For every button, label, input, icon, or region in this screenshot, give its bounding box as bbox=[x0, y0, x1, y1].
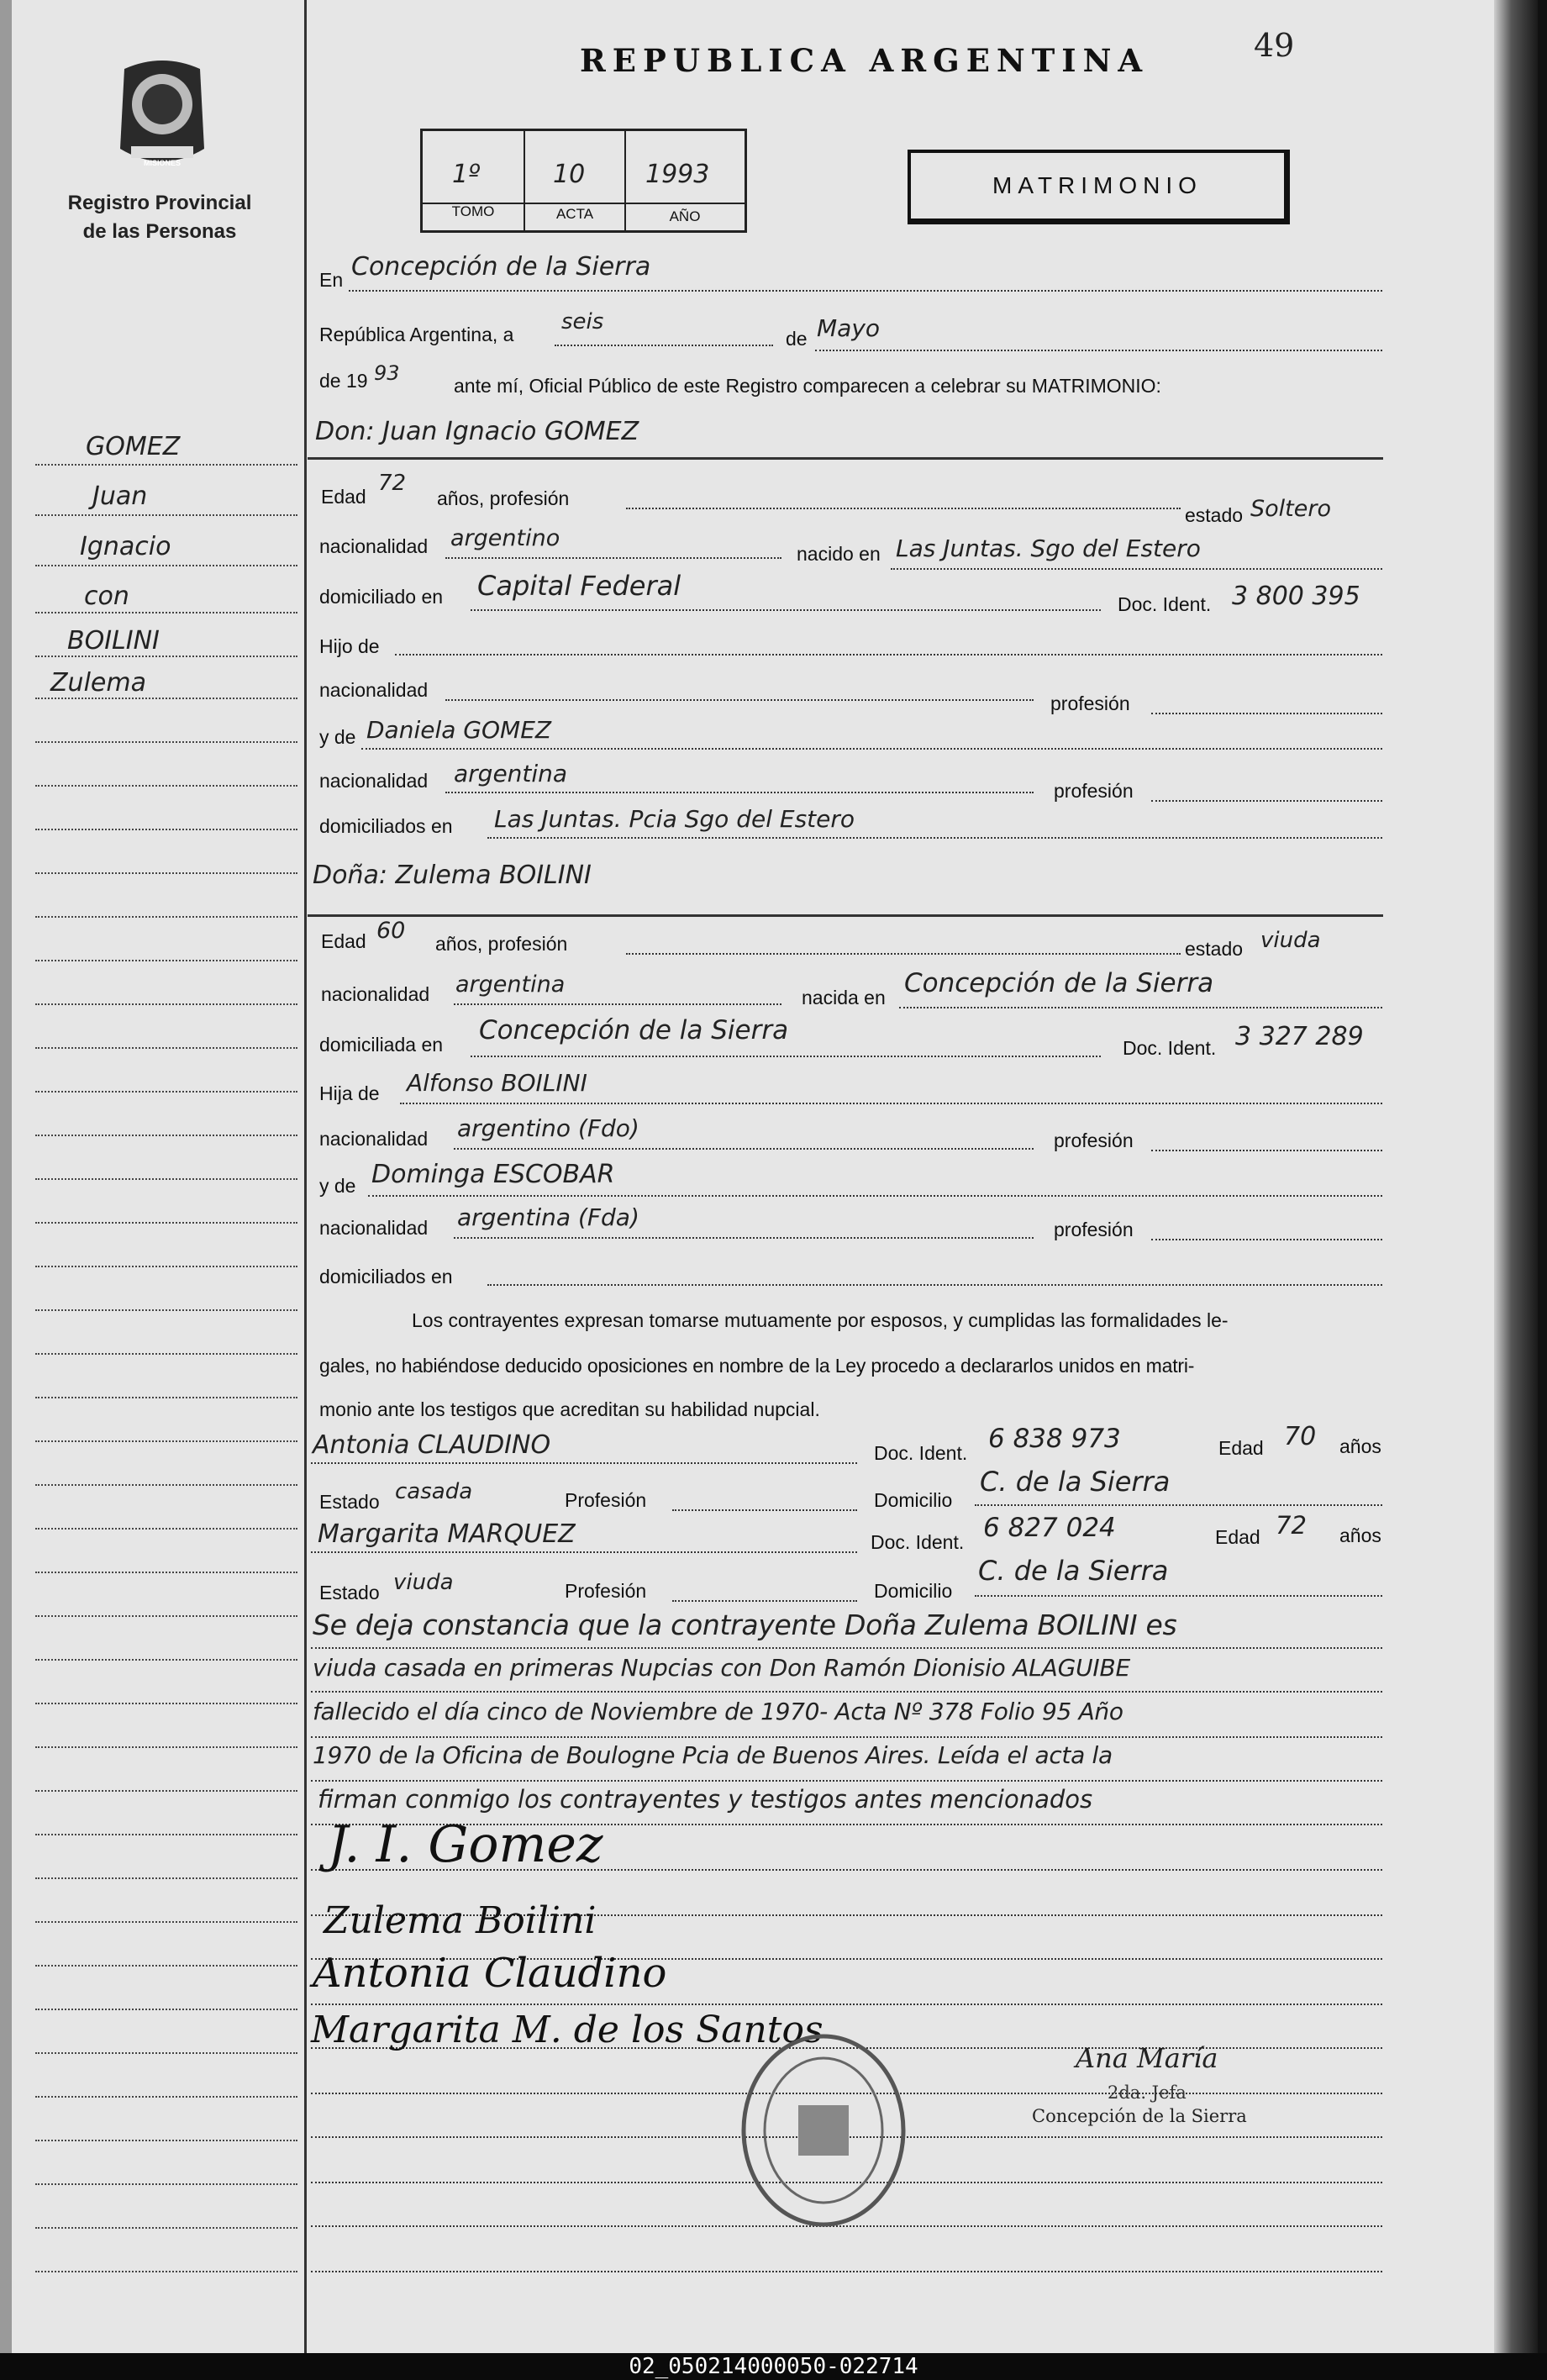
official-registry-stamp-icon bbox=[739, 2030, 908, 2231]
signature-bride: Zulema Boilini bbox=[324, 1899, 597, 1942]
bride-doc-label: Doc. Ident. bbox=[1123, 1037, 1217, 1059]
note-line-5: firman conmigo los contrayentes y testigos antes mencionados bbox=[318, 1785, 1093, 1814]
republic-label: República Argentina, a bbox=[319, 324, 514, 345]
witness-2-edad-label: Edad bbox=[1215, 1526, 1260, 1548]
groom-madre-nac-label: nacionalidad bbox=[319, 770, 429, 792]
page-number: 49 bbox=[1254, 27, 1295, 64]
month-value: Mayo bbox=[817, 314, 881, 342]
official-title: 2da. Jefa bbox=[1108, 2082, 1187, 2103]
bride-madre-label: y de bbox=[319, 1175, 356, 1197]
note-line-1: Se deja constancia que la contrayente Doña Zulema BOILINI es bbox=[313, 1609, 1177, 1641]
de-label: de bbox=[786, 328, 808, 350]
witness-1-domicilio: C. de la Sierra bbox=[980, 1466, 1171, 1498]
margin-name-3: Ignacio bbox=[80, 532, 171, 561]
witness-1-estado-label: Estado bbox=[319, 1491, 380, 1513]
groom-madre-prof-label: profesión bbox=[1054, 780, 1134, 802]
witness-2-name: Margarita MARQUEZ bbox=[318, 1519, 576, 1549]
groom-estado: Soltero bbox=[1250, 496, 1331, 522]
ano-label: AÑO bbox=[669, 208, 701, 224]
signature-witness-1: Antonia Claudino bbox=[313, 1950, 667, 1997]
registry-name-line1: Registro Provincial bbox=[67, 192, 252, 214]
acta-value: 10 bbox=[553, 160, 586, 189]
country-title: REPUBLICA ARGENTINA bbox=[580, 42, 1150, 79]
bride-dom-label: domiciliada en bbox=[319, 1034, 444, 1056]
groom-nacido: Las Juntas. Sgo del Estero bbox=[896, 534, 1201, 562]
witness-1-domicilio-label: Domicilio bbox=[874, 1489, 953, 1511]
note-line-3: fallecido el día cinco de Noviembre de 1970- Acta Nº 378 Folio 95 Año bbox=[313, 1698, 1123, 1725]
witness-1-anos-label: años bbox=[1339, 1435, 1381, 1457]
bride-madre-nac-label: nacionalidad bbox=[319, 1217, 429, 1239]
act-type-box: MATRIMONIO bbox=[908, 150, 1290, 224]
groom-madre: Daniela GOMEZ bbox=[366, 716, 552, 744]
bride-madre: Dominga ESCOBAR bbox=[371, 1160, 615, 1189]
groom-hijo-label: Hijo de bbox=[319, 635, 380, 657]
signature-witness-2: Margarita M. de los Santos bbox=[311, 2009, 823, 2051]
witness-1-profesion-label: Profesión bbox=[565, 1489, 647, 1511]
ano-value: 1993 bbox=[645, 160, 710, 189]
groom-doc: 3 800 395 bbox=[1232, 582, 1360, 611]
en-label: En bbox=[319, 269, 344, 291]
signature-groom: J. I. Gomez bbox=[328, 1815, 603, 1874]
groom-madre-nac: argentina bbox=[454, 760, 568, 787]
bride-anos-profesion-label: años, profesión bbox=[435, 933, 568, 955]
image-id-footer: 02_050214000050-022714 bbox=[0, 2353, 1547, 2380]
groom-dom-label: domiciliado en bbox=[319, 586, 444, 608]
witness-2-anos-label: años bbox=[1339, 1524, 1381, 1546]
witness-1-name: Antonia CLAUDINO bbox=[313, 1430, 551, 1460]
bride-padres-dom-label: domiciliados en bbox=[319, 1266, 453, 1287]
registry-name-line2: de las Personas bbox=[82, 220, 237, 243]
witness-1-doc-label: Doc. Ident. bbox=[874, 1442, 968, 1464]
binder-edge bbox=[0, 0, 12, 2353]
witness-1-doc: 6 838 973 bbox=[988, 1424, 1121, 1454]
declaration-line-1: Los contrayentes expresan tomarse mutuamente por esposos, y cumplidas las formalidades le- bbox=[412, 1309, 1229, 1331]
bride-padre: Alfonso BOILINI bbox=[407, 1069, 587, 1097]
groom-nacido-label: nacido en bbox=[797, 543, 881, 565]
groom-dom: Capital Federal bbox=[477, 570, 681, 602]
bride-padre-prof-label: profesión bbox=[1054, 1129, 1134, 1151]
provincial-seal-icon bbox=[108, 52, 217, 174]
marriage-statement: ante mí, Oficial Público de este Registro comparecen a celebrar su MATRIMONIO: bbox=[454, 375, 1161, 397]
witness-2-doc: 6 827 024 bbox=[983, 1513, 1116, 1543]
witness-2-doc-label: Doc. Ident. bbox=[871, 1531, 965, 1553]
acta-label: ACTA bbox=[555, 206, 594, 222]
groom-edad: 72 bbox=[378, 471, 407, 496]
bride-estado: viuda bbox=[1260, 928, 1321, 953]
groom-estado-label: estado bbox=[1185, 504, 1244, 526]
margin-name-5: BOILINI bbox=[67, 626, 160, 656]
groom-name: Don: Juan Ignacio GOMEZ bbox=[315, 417, 639, 446]
bride-hija-label: Hija de bbox=[319, 1082, 380, 1104]
bride-padre-nac: argentino (Fdo) bbox=[457, 1114, 639, 1142]
tomo-label: TOMO bbox=[451, 203, 495, 219]
groom-padre-nac-label: nacionalidad bbox=[319, 679, 429, 701]
official-office: Concepción de la Sierra bbox=[1032, 2106, 1247, 2126]
witness-1-edad-label: Edad bbox=[1218, 1437, 1264, 1459]
day-value: seis bbox=[561, 309, 604, 334]
year-suffix: 93 bbox=[374, 361, 400, 385]
groom-madre-label: y de bbox=[319, 726, 356, 748]
margin-name-2: Juan bbox=[92, 482, 148, 511]
bride-edad-label: Edad bbox=[321, 930, 366, 952]
groom-nac: argentino bbox=[450, 525, 560, 551]
witness-1-estado: casada bbox=[395, 1479, 473, 1504]
bride-estado-label: estado bbox=[1185, 938, 1244, 960]
bride-madre-prof-label: profesión bbox=[1054, 1219, 1134, 1240]
groom-padre-prof-label: profesión bbox=[1050, 692, 1130, 714]
witness-2-estado-label: Estado bbox=[319, 1582, 380, 1603]
groom-edad-label: Edad bbox=[321, 486, 366, 508]
witness-2-profesion-label: Profesión bbox=[565, 1580, 647, 1602]
official-signature: Ana María bbox=[1076, 2042, 1218, 2074]
declaration-line-2: gales, no habiéndose deducido oposiciones en nombre de la Ley procedo a declararlos unidos en matri- bbox=[319, 1355, 1195, 1377]
witness-1-edad: 70 bbox=[1284, 1422, 1317, 1451]
bride-nacida-label: nacida en bbox=[802, 987, 886, 1008]
groom-anos-profesion-label: años, profesión bbox=[437, 487, 570, 509]
bride-nac-label: nacionalidad bbox=[321, 983, 430, 1005]
margin-name-1: GOMEZ bbox=[86, 432, 181, 461]
groom-padres-dom-label: domiciliados en bbox=[319, 815, 453, 837]
witness-2-domicilio: C. de la Sierra bbox=[978, 1555, 1169, 1587]
year-prefix: de 19 bbox=[319, 370, 368, 392]
groom-doc-label: Doc. Ident. bbox=[1118, 593, 1212, 615]
witness-2-estado: viuda bbox=[393, 1570, 454, 1595]
bride-madre-nac: argentina (Fda) bbox=[457, 1203, 639, 1231]
note-line-2: viuda casada en primeras Nupcias con Don Ramón Dionisio ALAGUIBE bbox=[313, 1654, 1130, 1682]
tomo-value: 1º bbox=[452, 160, 481, 189]
bride-nac: argentina bbox=[455, 971, 566, 998]
bride-padre-nac-label: nacionalidad bbox=[319, 1128, 429, 1150]
seal-label: MISIONES bbox=[143, 159, 181, 167]
bride-name: Doña: Zulema BOILINI bbox=[313, 861, 592, 890]
witness-2-domicilio-label: Domicilio bbox=[874, 1580, 953, 1602]
place-value: Concepción de la Sierra bbox=[351, 252, 651, 282]
margin-name-6: Zulema bbox=[50, 668, 146, 698]
margin-name-4: con bbox=[84, 582, 129, 611]
declaration-line-3: monio ante los testigos que acreditan su habilidad nupcial. bbox=[319, 1398, 820, 1420]
bride-edad: 60 bbox=[376, 918, 406, 944]
bride-doc: 3 327 289 bbox=[1235, 1022, 1364, 1051]
tomo-acta-ano-box bbox=[420, 129, 747, 233]
witness-2-edad: 72 bbox=[1276, 1511, 1307, 1540]
groom-padres-dom: Las Juntas. Pcia Sgo del Estero bbox=[494, 805, 855, 833]
groom-nac-label: nacionalidad bbox=[319, 535, 429, 557]
bride-nacida: Concepción de la Sierra bbox=[904, 968, 1214, 998]
bride-dom: Concepción de la Sierra bbox=[479, 1015, 789, 1045]
note-line-4: 1970 de la Oficina de Boulogne Pcia de Buenos Aires. Leída el acta la bbox=[313, 1741, 1113, 1769]
margin-rule bbox=[304, 0, 307, 2353]
